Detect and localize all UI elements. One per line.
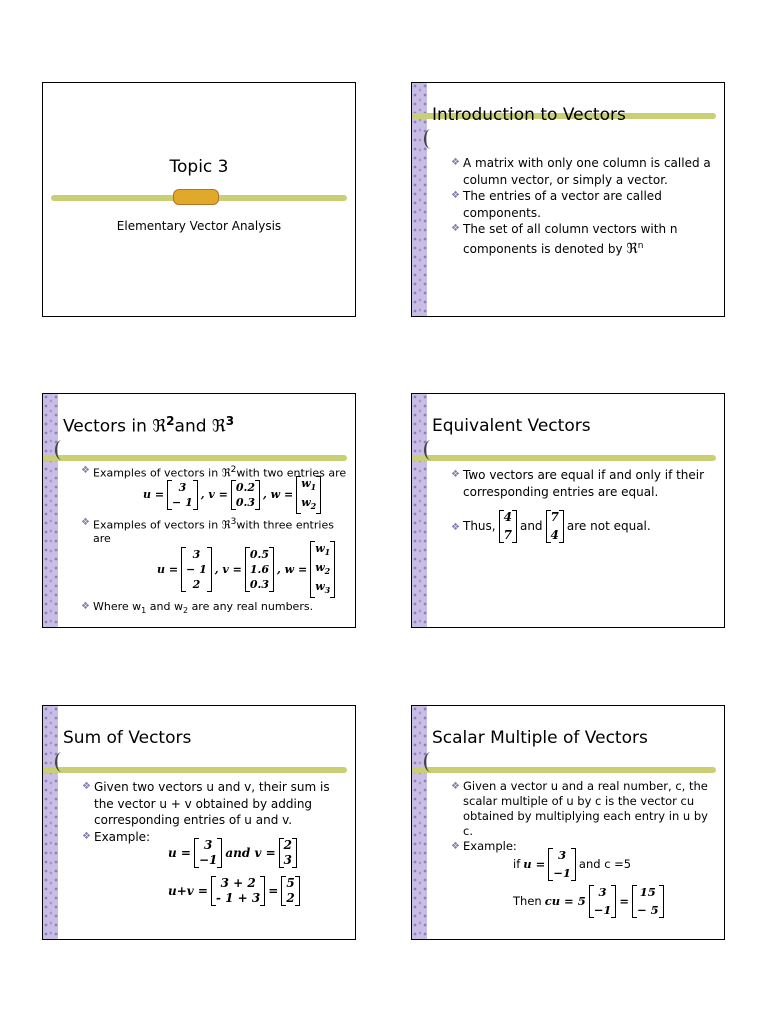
matrix: 3 −1 (589, 885, 617, 918)
bullet-icon: ❖ (451, 190, 460, 201)
real-set-symbol: ℜ (626, 240, 638, 257)
matrix: 3 − 1 (167, 480, 198, 510)
equation-text: if (513, 857, 521, 871)
bullet-item (451, 221, 716, 257)
slide-title: Sum of Vectors (63, 728, 192, 748)
matrix: $w_1$ $w_2$ (296, 476, 321, 514)
bullet-icon: ❖ (451, 781, 460, 792)
slide-intro-vectors (411, 82, 725, 317)
bullet-text: are any real numbers. (191, 600, 314, 614)
equation-uv: u = 3 −1 and v = 2 3 (168, 838, 297, 868)
slide-title: Equivalent Vectors (432, 416, 591, 436)
title-underline (43, 767, 347, 773)
equation-sum: u+v = 3 + 2 - 1 + 3 = 5 2 (168, 876, 300, 906)
bullet-text: and (519, 519, 543, 534)
matrix: 4 7 (499, 510, 517, 543)
hook-ornament (424, 129, 438, 149)
slide-vectors-r2-r3 (42, 393, 356, 628)
bullet-text: with two entries are (236, 466, 347, 480)
hook-ornament (55, 440, 69, 460)
bullet-item (82, 779, 347, 829)
slide-title: Topic 3 (169, 157, 229, 177)
hook-ornament (424, 752, 438, 772)
bullet-text: The entries of a vector are called components. (463, 189, 662, 220)
matrix: 0.5 1.6 0.3 (245, 547, 274, 592)
equation-r2: u = 3 − 1 , v = 0.2 0.3 , w = $w_1$ $w_2$ (143, 476, 321, 514)
matrix: 7 4 (546, 510, 564, 543)
slide-body (451, 779, 716, 918)
matrix: 3 −1 (548, 848, 576, 881)
bullet-icon: ❖ (81, 601, 90, 613)
slide-subtitle: Elementary Vector Analysis (116, 219, 282, 233)
bullet-text: are not equal. (566, 519, 651, 534)
bullet-item (451, 467, 716, 500)
slide-body (451, 155, 716, 257)
exponent: 3 (225, 414, 235, 428)
bullet-text: and w (149, 600, 183, 614)
title-underline (412, 767, 716, 773)
bullet-text: Examples of vectors in ℜ (93, 466, 231, 480)
equation-if: if u = 3 −1 and c =5 (513, 848, 632, 880)
slide-body (82, 779, 347, 906)
exponent: n (637, 240, 644, 251)
matrix: 3 −1 (194, 838, 222, 868)
scroll-ornament (173, 189, 219, 205)
exponent: 2 (230, 465, 237, 475)
slide-topic (42, 82, 356, 317)
bullet-icon: ❖ (81, 465, 90, 476)
decorative-strip (43, 706, 58, 939)
bullet-item (451, 188, 716, 221)
bullet-icon: ❖ (451, 469, 460, 480)
slide-equivalent-vectors (411, 393, 725, 628)
matrix: 5 2 (281, 876, 299, 906)
equation-r3: u = 3 − 1 2 , v = 0.5 1.6 0.3 , w = $w_1$ $w_2$ $w_3$ (157, 541, 335, 599)
bullet-text: Where w (93, 600, 142, 614)
bullet-item (81, 516, 347, 545)
matrix: $w_1$ $w_2$ $w_3$ (310, 541, 335, 599)
bullet-icon: ❖ (451, 223, 460, 234)
bullet-item (451, 779, 716, 839)
bullet-text: Examples of vectors in ℜ (93, 518, 231, 532)
slide-body (451, 467, 716, 543)
bullet-text: A matrix with only one column is called a column vector, or simply a vector. (463, 156, 711, 187)
bullet-icon: ❖ (451, 841, 460, 852)
equation-text: Then (513, 894, 542, 908)
equation-text: and c =5 (578, 857, 632, 871)
bullet-icon: ❖ (451, 157, 460, 168)
matrix: 3 − 1 2 (181, 547, 212, 592)
title-text: Vectors in ℜ (63, 416, 167, 437)
bullet-text: Given a vector u and a real number, c, the scalar multiple of u by c is the vector cu obtained by multiplying each entry in u by c. (463, 779, 708, 838)
bullet-text: with three entries are (93, 518, 334, 545)
bullet-text: The set of all column vectors with n components is denoted by (463, 222, 678, 256)
bullet-item: ❖ Where $w_1$ and $w_2$ are any real numbers. (81, 600, 314, 616)
slide-scalar-multiple (411, 705, 725, 940)
title-text: and ℜ (174, 416, 226, 437)
hook-ornament (424, 440, 438, 460)
hook-ornament (55, 752, 69, 772)
bullet-text: Example: (94, 829, 151, 844)
decorative-strip (43, 394, 58, 627)
bullet-icon: ❖ (81, 517, 90, 529)
bullet-item (451, 155, 716, 188)
slide-sum-vectors (42, 705, 356, 940)
bullet-icon: ❖ (451, 522, 460, 533)
decorative-strip (412, 706, 427, 939)
slide-body (81, 464, 347, 617)
slide-title (63, 414, 234, 437)
bullet-icon: ❖ (82, 830, 91, 842)
equation-then: Then cu = 5 3 −1 = 15 − 5 (513, 885, 716, 918)
matrix: 0.2 0.3 (231, 480, 260, 510)
bullet-text: Given two vectors u and v, their sum is the vector u + v obtained by adding corresponding entries of u and v. (94, 780, 330, 827)
decorative-strip (412, 394, 427, 627)
exponent: 2 (166, 414, 175, 428)
bullet-text: Two vectors are equal if and only if their corresponding entries are equal. (463, 468, 705, 499)
bullet-text: Example: (463, 839, 517, 853)
title-underline (43, 455, 347, 461)
matrix: 2 3 (279, 838, 297, 868)
slide-title: Scalar Multiple of Vectors (432, 728, 648, 748)
title-underline (412, 455, 716, 461)
bullet-item (451, 839, 716, 854)
slide-title: Introduction to Vectors (432, 105, 626, 125)
bullet-item (451, 510, 716, 543)
matrix: 3 + 2 - 1 + 3 (211, 876, 265, 906)
exponent: 3 (230, 517, 237, 528)
bullet-icon: ❖ (82, 781, 91, 792)
bullet-text: Thus, (463, 519, 496, 534)
matrix: 15 − 5 (632, 885, 664, 918)
